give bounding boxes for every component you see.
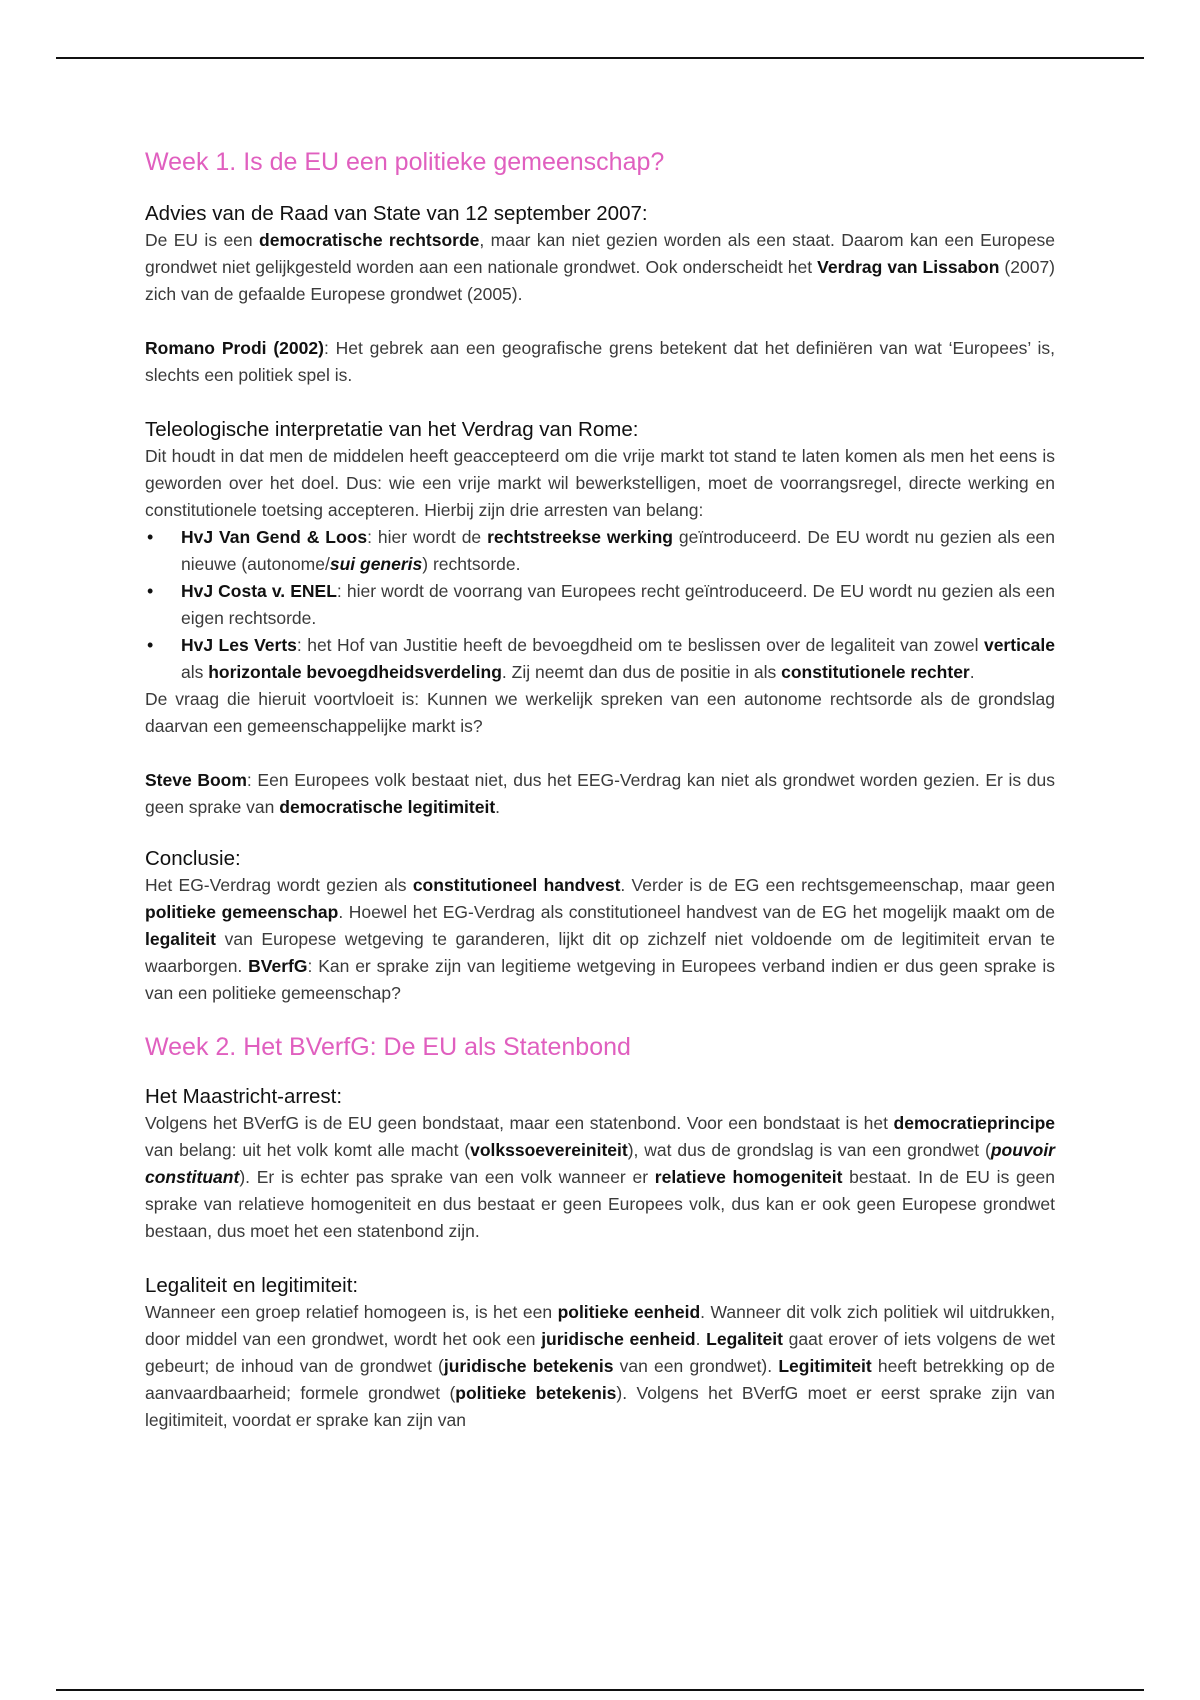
list-item: • HvJ Costa v. ENEL: hier wordt de voorrang van Europees recht geïntroduceerd. De EU wordt nu gezien als een eigen rechtsorde. (145, 578, 1055, 632)
conclusie-paragraph: Het EG-Verdrag wordt gezien als constitutioneel handvest. Verder is de EG een rechtsgemeenschap, maar geen politieke gemeenschap. Hoewel het EG-Verdrag als constitutioneel handvest van de EG het mogelijk maakt om de legaliteit van Europese wetgeving te garanderen, lijkt dit op zichzelf niet voldoende om de legitimiteit ervan te waarborgen. BVerfG: Kan er sprake zijn van legitieme wetgeving in Europees verband indien er dus geen sprake is van een politieke gemeenschap? (145, 875, 1055, 1003)
list-item: • HvJ Van Gend & Loos: hier wordt de rechtstreekse werking geïntroduceerd. De EU wordt nu gezien als een nieuwe (autonome/sui generis) rechtsorde. (145, 524, 1055, 578)
prodi-paragraph: Romano Prodi (2002): Het gebrek aan een geografische grens betekent dat het definiëren van wat ‘Europees’ is, slechts een politiek spel is. (145, 338, 1055, 385)
week1-title: Week 1. Is de EU een politieke gemeenschap? (145, 148, 665, 176)
list-item: • HvJ Les Verts: het Hof van Justitie heeft de bevoegdheid om te beslissen over de legaliteit van zowel verticale als horizontale bevoegdheidsverdeling. Zij neemt dan dus de positie in als constitutionele rechter. (145, 632, 1055, 686)
page-content (145, 146, 1055, 1434)
legaliteit-heading: Legaliteit en legitimiteit: (145, 1274, 359, 1297)
footer-rule (56, 1689, 1144, 1691)
maastricht-heading: Het Maastricht-arrest: (145, 1085, 343, 1108)
raad-heading: Advies van de Raad van State van 12 september 2007: (145, 202, 648, 225)
teleo-question: De vraag die hieruit voortvloeit is: Kunnen we werkelijk spreken van een autonome rechtsorde als de grondslag daarvan een gemeenschappelijke markt is? (145, 689, 1055, 736)
teleo-heading: Teleologische interpretatie van het Verdrag van Rome: (145, 418, 639, 441)
teleo-intro: Dit houdt in dat men de middelen heeft geaccepteerd om die vrije markt tot stand te laten komen als men het eens is geworden over het doel. Dus: wie een vrije markt wil bewerkstelligen, moet de voorrangsregel, directe werking en constitutionele toetsing accepteren. Hierbij zijn drie arresten van belang: (145, 446, 1055, 520)
header-rule (56, 57, 1144, 59)
boom-paragraph: Steve Boom: Een Europees volk bestaat niet, dus het EEG-Verdrag kan niet als grondwet worden gezien. Er is dus geen sprake van democratische legitimiteit. (145, 770, 1055, 817)
week2-title: Week 2. Het BVerfG: De EU als Statenbond (145, 1033, 631, 1061)
maastricht-paragraph: Volgens het BVerfG is de EU geen bondstaat, maar een statenbond. Voor een bondstaat is het democratieprincipe van belang: uit het volk komt alle macht (volkssoevereiniteit), wat dus de grondslag is van een grondwet (pouvoir constituant). Er is echter pas sprake van een volk wanneer er relatieve homogeniteit bestaat. In de EU is geen sprake van relatieve homogeniteit en dus bestaat er geen Europees volk, dus kan er ook geen Europese grondwet bestaan, dus moet het een statenbond zijn. (145, 1113, 1055, 1241)
raad-paragraph: De EU is een democratische rechtsorde, maar kan niet gezien worden als een staat. Daarom kan een Europese grondwet niet gelijkgesteld worden aan een nationale grondwet. Ook onderscheidt het Verdrag van Lissabon (2007) zich van de gefaalde Europese grondwet (2005). (145, 230, 1056, 304)
legaliteit-paragraph: Wanneer een groep relatief homogeen is, is het een politieke eenheid. Wanneer dit volk zich politiek wil uitdrukken, door middel van een grondwet, wordt het ook een juridische eenheid. Legaliteit gaat erover of iets volgens de wet gebeurt; de inhoud van de grondwet (juridische betekenis van een grondwet). Legitimiteit heeft betrekking op de aanvaardbaarheid; formele grondwet (politieke betekenis). Volgens het BVerfG moet er eerst sprake zijn van legitimiteit, voordat er sprake kan zijn van (145, 1302, 1056, 1430)
arresten-list (145, 524, 1055, 686)
conclusie-heading: Conclusie: (145, 847, 241, 870)
